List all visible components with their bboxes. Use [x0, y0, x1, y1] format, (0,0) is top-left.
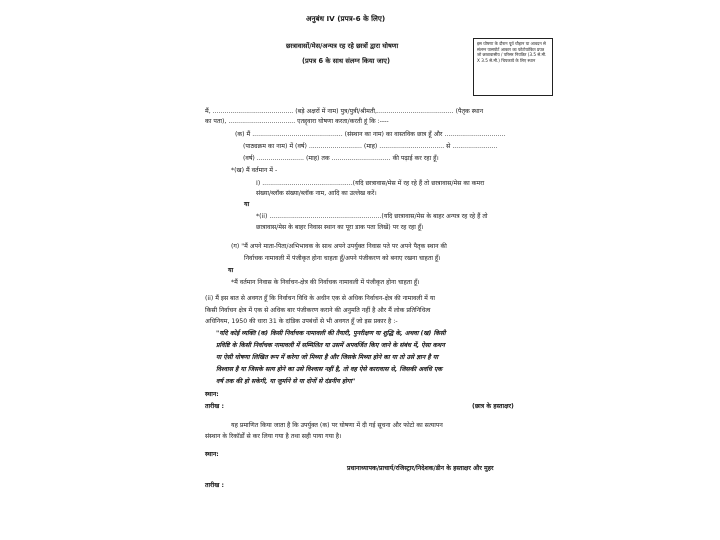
clause-b-heading: *(ख) मैं वर्तमान में -: [231, 167, 278, 174]
form-title: छात्रावासों/मेस/अन्यत्र रह रहे छात्रों द्वारा घोषणा: [286, 42, 399, 50]
annexure-heading: अनुबंध IV (प्रपत्र-6 के लिए): [306, 14, 386, 23]
clause-c-line-1: (ग) "मैं अपने माता-पिता/अभिभावक के साथ अपने उपर्युक्त निवास पते पर अपने पैतृक स्थान की: [231, 243, 447, 250]
quote-line-4: विश्वास है या जिसके सत्य होने का उसे विश्वास नहीं है, तो वह ऐसे कारावास से, जिसकी अवधि एक: [216, 366, 443, 373]
intro-line-1: मैं, ......................................... (बड़े अक्षरों में नाम) पुत्र/पुत्री/श्रीमती,....................................... (पैतृक स्थान: [205, 108, 484, 115]
clause-b-ii-line-1: *(ii) .........................................................(यदि छात्रावास/मेस के बाहर अन्यत्र रह रहे हैं तो: [256, 213, 488, 220]
student-signature-label: (छात्र के हस्ताक्षर): [472, 403, 514, 410]
clause-a-line-2: (पाठ्यक्रम का नाम) में (वर्ष) ........................... (माह) ................................. से .......................: [243, 143, 498, 150]
or-separator-1: या: [244, 201, 250, 208]
photo-placeholder-box: इस घोषणा के दौरान पूर्व चौहान या आवदन से संलग्न पासपोर्ट आकार का फोटोयांकित प्रपत्र जो छात्रावासीय / परिसर नियत्रित (3.5 से.मी. X 3.5 से.मी.) चिपकाये के लिए स्थान: [473, 38, 553, 96]
certificate-line-1: यह प्रमाणित किया जाता है कि उपर्युक्त (क) पर घोषणा में दी गई सूचना और फोटो का सत्यापन: [231, 422, 443, 429]
clause-c-alt-line: *मैं वर्तमान निवास के निर्वाचन-क्षेत्र की निर्वाचक नामावली में पंजीकृत होना चाहता हूँ।: [231, 279, 420, 286]
quote-line-5: वर्ष तक की हो सकेगी, या जुर्माने से या दोनों से दंडनीय होगा": [216, 378, 356, 385]
clause-b-i-line-2: संख्या/ब्लॉक संख्या/ब्लॉक नाम, आदि का उल्लेख करें।: [256, 190, 377, 197]
quote-line-2: प्रविष्टि के किसी निर्वाचक नामावली में सम्मिलित या उसमें अपवर्जित किए जाने के संबंध में, ऐसा कथन: [216, 342, 445, 349]
clause-a-line-3: (वर्ष) ........................ (माह) तक .............................. की पढ़ाई कर रहा हूँ।: [243, 155, 439, 162]
clause-a-line-1: (क) मैं .............................................. (संस्थान का नाम) का वास्तविक छात्र हूँ और ...............................: [235, 131, 506, 138]
awareness-line-3: अधिनियम, 1950 की धारा 31 के दांडिक उपबंधों से भी अवगत हूँ जो इस प्रकार है :-: [205, 318, 398, 325]
clause-b-i-line-1: I) ..............................................(यदि छात्रावास/मेस में रह रहे हैं तो छात्रावास/मेस का कमरा: [256, 180, 485, 187]
awareness-line-1: (ii) मैं इस बात से अवगत हूँ कि निर्वाचन विधि के अधीन एक से अधिक निर्वाचन-क्षेत्र की नामावली में या: [205, 295, 436, 302]
date-label-2: तारीख :: [205, 482, 224, 489]
intro-line-2: का पता), .................................. एतद्द्वारा घोषणा करता/करती हूं कि :----: [205, 118, 389, 125]
place-label-2: स्थान:: [205, 451, 219, 458]
principal-signature-label: प्रधानाध्यापक/प्राचार्य/रजिस्ट्रार/निदेशक/डीन के हस्ताक्षर और मुहर: [347, 465, 494, 472]
awareness-line-2: किसी निर्वाचन क्षेत्र में एक से अधिक बार पंजीकरण कराने की अनुमति नहीं है और मैं लोक प्रतिनिधित्व: [205, 307, 431, 314]
or-separator-2: या: [228, 267, 234, 274]
quote-line-3: या ऐसी घोषणा लिखित रूप में करेगा जो मिथ्या है और जिसके मिथ्या होने का या तो उसे ज्ञान है या: [216, 354, 439, 361]
certificate-line-2: संस्थान के रिकॉर्डों से कर लिया गया है तथा सही पाया गया है।: [205, 433, 342, 440]
quote-line-1: "यदि कोई व्यक्ति (क) किसी निर्वाचक नामावली की तैयारी, पुनरीक्षण या शुद्धि के, अथवा (ख) किसी: [216, 330, 446, 337]
clause-c-line-2: निर्वाचक नामावली में पंजीकृत होना चाहता हूँ/अपने पंजीकरण को बनाए रखना चाहता हूँ।: [244, 255, 441, 262]
clause-b-ii-line-2: छात्रावास/मेस के बाहर निवास स्थान का पूरा डाक पता लिखें) पर रह रहा हूँ।: [256, 224, 424, 231]
date-label-1: तारीख :: [205, 403, 224, 410]
form-subtitle: (प्रपत्र 6 के साथ संलग्न किया जाए): [302, 57, 390, 65]
place-label-1: स्थान:: [205, 391, 219, 398]
